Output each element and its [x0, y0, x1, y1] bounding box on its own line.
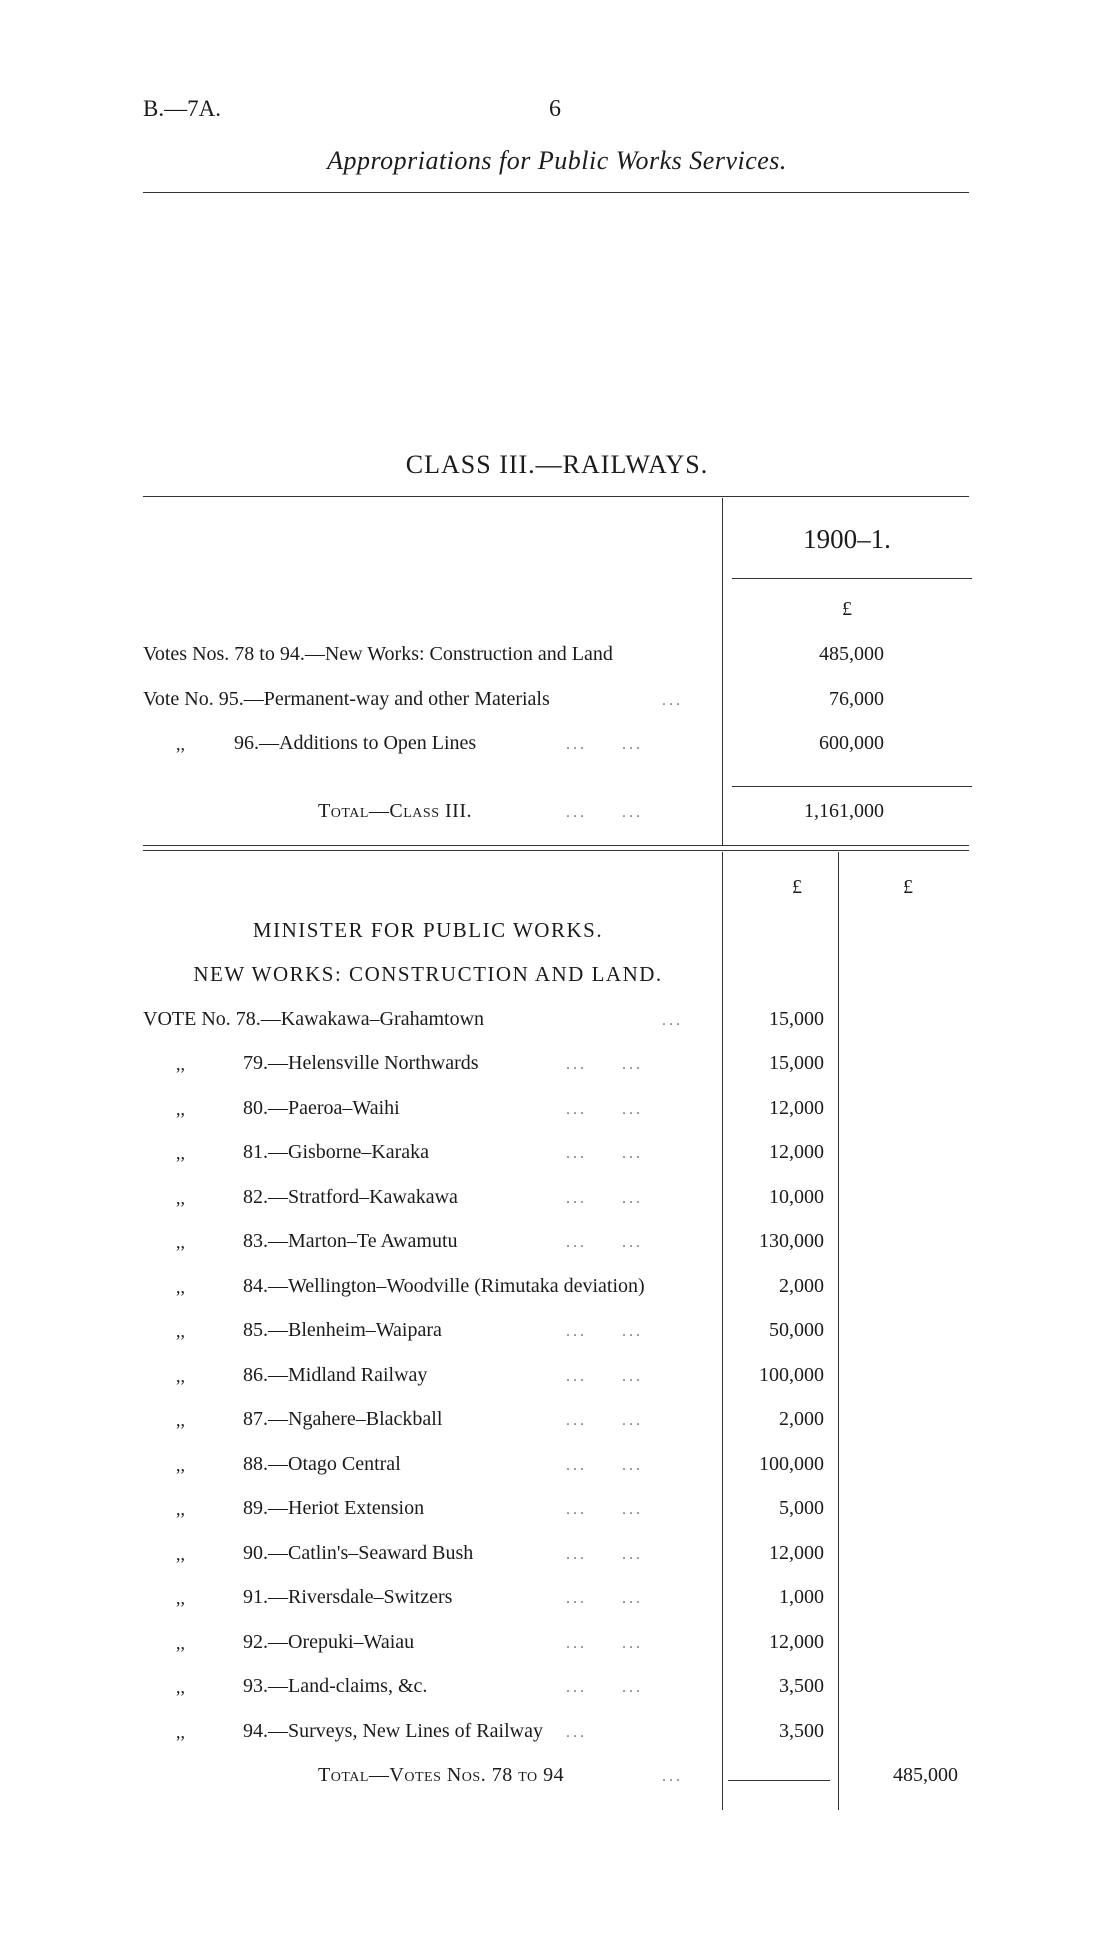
summary-total-leader-dots: ... ... [566, 804, 643, 821]
vote-row-ditto-mark: ,, [176, 1455, 185, 1475]
double-rule-top [143, 845, 969, 846]
vote-row-amount: 15,000 [769, 1008, 824, 1030]
vote-row-label: 84.—Wellington–Woodville (Rimutaka deviation) [243, 1275, 645, 1297]
vote-row-ditto-mark: ,, [176, 1633, 185, 1653]
summary-row-label: Vote No. 95.—Permanent-way and other Materials [143, 688, 550, 710]
vote-row-label: 85.—Blenheim–Waipara [243, 1319, 442, 1341]
vote-row-amount: 100,000 [759, 1364, 824, 1386]
vote-row-label: 81.—Gisborne–Karaka [243, 1141, 430, 1163]
year-header-rule [732, 578, 972, 579]
vote-row-amount: 100,000 [759, 1453, 824, 1475]
detail-column-divider-2 [838, 852, 839, 1810]
vote-row-ditto-mark: ,, [176, 1321, 185, 1341]
detail-total-amount: 485,000 [893, 1764, 958, 1786]
vote-row-label: VOTE No. 78.—Kawakawa–Grahamtown [143, 1008, 485, 1030]
summary-total-rule [732, 786, 972, 787]
detail-total-label: Total—Votes Nos. 78 to 94 [318, 1764, 565, 1786]
vote-row-label: 82.—Stratford–Kawakawa [243, 1186, 458, 1208]
vote-row-label: 88.—Otago Central [243, 1453, 401, 1475]
vote-row-amount: 10,000 [769, 1186, 824, 1208]
summary-row-leader-dots: ... ... [566, 736, 643, 753]
summary-total-label: Total—Class III. [318, 800, 472, 822]
vote-row-leader-dots: ... ... [566, 1234, 643, 1251]
vote-row-label: 87.—Ngahere–Blackball [243, 1408, 443, 1430]
vote-row-leader-dots: ... ... [566, 1368, 643, 1385]
vote-row-label: 90.—Catlin's–Seaward Bush [243, 1542, 474, 1564]
vote-row-ditto-mark: ,, [176, 1588, 185, 1608]
vote-row-label: 92.—Orepuki–Waiau [243, 1631, 415, 1653]
vote-row-label: 79.—Helensville Northwards [243, 1052, 479, 1074]
vote-row-amount: 5,000 [779, 1497, 824, 1519]
detail-total-leader-dots: ... [662, 1768, 683, 1785]
vote-row-leader-dots: ... ... [566, 1056, 643, 1073]
vote-row-label: 83.—Marton–Te Awamutu [243, 1230, 458, 1252]
vote-row-leader-dots: ... [662, 1012, 683, 1029]
vote-row-ditto-mark: ,, [176, 1366, 185, 1386]
vote-row-ditto-mark: ,, [176, 1232, 185, 1252]
vote-row-amount: 130,000 [759, 1230, 824, 1252]
vote-row-ditto-mark: ,, [176, 1188, 185, 1208]
vote-row-leader-dots: ... [566, 1724, 587, 1741]
summary-currency-symbol: £ [842, 598, 852, 620]
vote-row-ditto-mark: ,, [176, 1544, 185, 1564]
vote-row-label: 80.—Paeroa–Waihi [243, 1097, 400, 1119]
vote-row-label: 93.—Land-claims, &c. [243, 1675, 428, 1697]
summary-total-amount: 1,161,000 [804, 800, 884, 822]
vote-row-label: 86.—Midland Railway [243, 1364, 428, 1386]
vote-row-ditto-mark: ,, [176, 1722, 185, 1742]
vote-row-amount: 3,500 [779, 1720, 824, 1742]
vote-row-amount: 50,000 [769, 1319, 824, 1341]
vote-row-leader-dots: ... ... [566, 1501, 643, 1518]
vote-row-amount: 12,000 [769, 1542, 824, 1564]
vote-row-leader-dots: ... ... [566, 1190, 643, 1207]
vote-row-ditto-mark: ,, [176, 1143, 185, 1163]
vote-row-leader-dots: ... ... [566, 1679, 643, 1696]
section-heading: MINISTER FOR PUBLIC WORKS. [252, 918, 604, 942]
vote-row-leader-dots: ... ... [566, 1101, 643, 1118]
summary-top-rule [143, 496, 969, 497]
summary-ditto-mark: ,, [176, 734, 185, 754]
class-title: CLASS III.—RAILWAYS. [405, 450, 709, 479]
detail-currency-symbol-col1: £ [792, 876, 802, 898]
summary-row-amount: 600,000 [819, 732, 884, 754]
summary-row-label: Votes Nos. 78 to 94.—New Works: Construction and Land [143, 643, 613, 665]
summary-row-label: 96.—Additions to Open Lines [234, 732, 477, 754]
vote-row-ditto-mark: ,, [176, 1054, 185, 1074]
vote-row-amount: 3,500 [779, 1675, 824, 1697]
vote-row-amount: 2,000 [779, 1275, 824, 1297]
vote-row-amount: 2,000 [779, 1408, 824, 1430]
vote-row-leader-dots: ... ... [566, 1590, 643, 1607]
vote-row-label: 89.—Heriot Extension [243, 1497, 425, 1519]
vote-row-label: 91.—Riversdale–Switzers [243, 1586, 453, 1608]
section-subheading: NEW WORKS: CONSTRUCTION AND LAND. [193, 962, 663, 986]
vote-row-ditto-mark: ,, [176, 1677, 185, 1697]
summary-row-leader-dots: ... [662, 692, 683, 709]
vote-row-ditto-mark: ,, [176, 1099, 185, 1119]
vote-row-amount: 12,000 [769, 1631, 824, 1653]
header-rule [143, 192, 969, 193]
vote-row-ditto-mark: ,, [176, 1499, 185, 1519]
running-title: Appropriations for Public Works Services. [327, 146, 787, 175]
double-rule-bottom [143, 850, 969, 851]
page-reference: B.—7A. [143, 96, 221, 121]
vote-row-ditto-mark: ,, [176, 1410, 185, 1430]
summary-row-amount: 76,000 [829, 688, 884, 710]
vote-row-amount: 12,000 [769, 1097, 824, 1119]
vote-row-ditto-mark: ,, [176, 1277, 185, 1297]
detail-currency-symbol-col2: £ [903, 876, 913, 898]
vote-row-amount: 1,000 [779, 1586, 824, 1608]
vote-row-leader-dots: ... ... [566, 1457, 643, 1474]
vote-row-leader-dots: ... ... [566, 1546, 643, 1563]
vote-row-leader-dots: ... ... [566, 1635, 643, 1652]
vote-row-leader-dots: ... ... [566, 1145, 643, 1162]
page-number: 6 [549, 96, 561, 122]
summary-row-amount: 485,000 [819, 643, 884, 665]
vote-row-amount: 12,000 [769, 1141, 824, 1163]
vote-row-leader-dots: ... ... [566, 1323, 643, 1340]
detail-total-rule [728, 1780, 830, 1781]
vote-row-label: 94.—Surveys, New Lines of Railway [243, 1720, 543, 1742]
vote-row-amount: 15,000 [769, 1052, 824, 1074]
vote-row-leader-dots: ... ... [566, 1412, 643, 1429]
year-header: 1900–1. [803, 524, 891, 554]
